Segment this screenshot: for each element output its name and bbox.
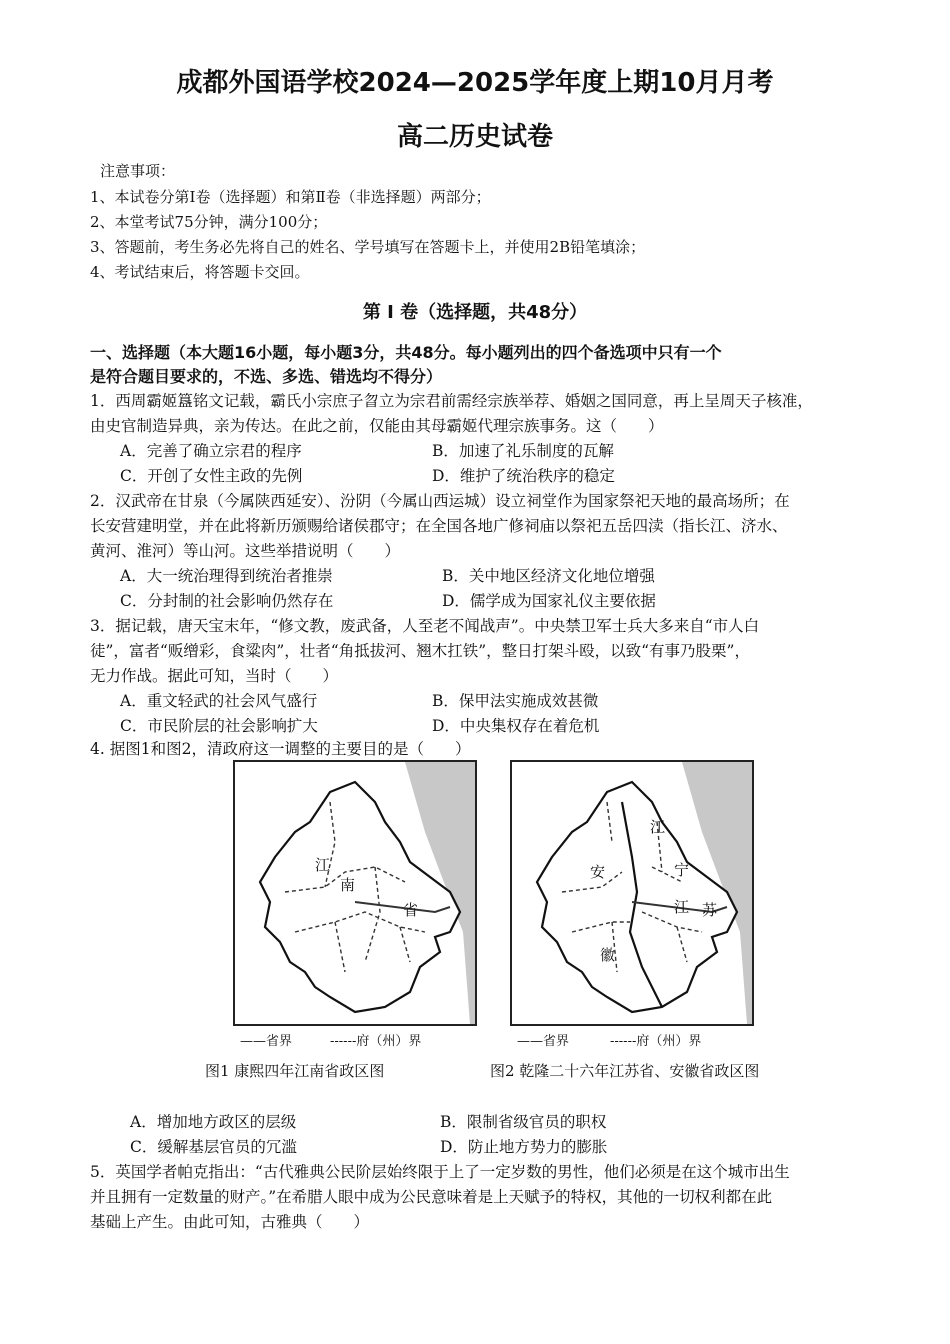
notice-item: 1、本试卷分第Ⅰ卷（选择题）和第Ⅱ卷（非选择题）两部分； <box>90 188 491 206</box>
notice-heading: 注意事项： <box>100 162 176 180</box>
exam-subtitle: 高二历史试卷 <box>396 122 553 152</box>
question-3-option-d: D．中央集权存在着危机 <box>432 717 600 735</box>
map-2-label-su: 苏 <box>702 901 718 919</box>
question-3-option-c: C．市民阶层的社会影响扩大 <box>120 717 318 735</box>
map-kangxi-jiangnan <box>233 760 477 1026</box>
notice-item: 3、答题前，考生务必先将自己的姓名、学号填写在答题卡上，并使用2B铅笔填涂； <box>90 238 646 256</box>
map-2-legend-prefecture: ------府（州）界 <box>610 1034 702 1049</box>
question-3-line3: 无力作战。据此可知，当时（ ） <box>90 667 339 685</box>
map-2-label-jiang-north: 江 <box>650 818 666 836</box>
question-2-option-a: A．大一统治理得到统治者推崇 <box>120 567 333 585</box>
map-2-label-an: 安 <box>590 863 606 881</box>
map-1-label-sheng: 省 <box>403 901 419 919</box>
part-heading-line2: 是符合题目要求的，不选、多选、错选均不得分） <box>90 367 443 386</box>
map-1-label-jiang: 江 <box>315 856 331 874</box>
question-1-option-c: C．开创了女性主政的先例 <box>120 467 303 485</box>
question-5-line2: 并且拥有一定数量的财产。”在希腊人眼中成为公民意味着是上天赋予的特权，其他的一切权利都在此 <box>90 1188 773 1206</box>
question-2-option-c: C．分封制的社会影响仍然存在 <box>120 592 334 610</box>
map-2-label-jiang: 江 <box>674 898 690 916</box>
question-2-line1: 2．汉武帝在甘泉（今属陕西延安）、汾阴（今属山西运城）设立祠堂作为国家祭祀天地的最高场所；在 <box>90 492 790 510</box>
question-3-line2: 徒”，富者“贩缯彩，食粱肉”，壮者“角抵拔河、翘木扛铁”，整日打架斗殴，以致“有事乃股栗”， <box>90 642 750 660</box>
map-1-label-nan: 南 <box>340 876 356 894</box>
map-1-legend-prefecture: ------府（州）界 <box>330 1034 422 1049</box>
section-title: 第 Ⅰ 卷（选择题，共48分） <box>362 302 588 323</box>
question-2-option-d: D．儒学成为国家礼仪主要依据 <box>442 592 656 610</box>
question-4-stem: 4. 据图1和图2，清政府这一调整的主要目的是（ ） <box>90 740 471 758</box>
exam-title: 成都外国语学校2024—2025学年度上期10月月考 <box>176 68 774 98</box>
question-2-line2: 长安营建明堂，并在此将新历颁赐给诸侯郡守；在全国各地广修祠庙以祭祀五岳四渎（指长江、济水、 <box>90 517 788 535</box>
question-4-option-b: B．限制省级官员的职权 <box>440 1113 607 1131</box>
question-3-option-a: A．重文轻武的社会风气盛行 <box>120 692 318 710</box>
question-3-option-b: B．保甲法实施成效甚微 <box>432 692 599 710</box>
question-1-option-d: D．维护了统治秩序的稳定 <box>432 467 615 485</box>
map-2-label-ning: 宁 <box>674 861 690 879</box>
question-1-line1: 1．西周霸姬簋铭文记载，霸氏小宗庶子曶立为宗君前需经宗族举荐、婚姻之国同意，再上呈周天子核准， <box>90 392 813 410</box>
map-qianlong-jiangsu-anhui <box>510 760 754 1026</box>
map-2-label-hui: 徽 <box>600 946 616 964</box>
question-5-line1: 5．英国学者帕克指出：“古代雅典公民阶层始终限于上了一定岁数的男性，他们必须是在这个城市出生 <box>90 1163 790 1181</box>
question-2-option-b: B．关中地区经济文化地位增强 <box>442 567 655 585</box>
notice-item: 4、考试结束后，将答题卡交回。 <box>90 263 310 281</box>
question-1-option-a: A．完善了确立宗君的程序 <box>120 442 302 460</box>
map-2-graphic <box>512 762 752 1024</box>
map-1-legend-province: ——省界 <box>240 1034 293 1049</box>
question-1-line2: 由史官制造异典，亲为传达。在此之前，仅能由其母霸姬代理宗族事务。这（ ） <box>90 417 664 435</box>
question-2-line3: 黄河、淮河）等山河。这些举措说明（ ） <box>90 542 401 560</box>
question-4-option-a: A．增加地方政区的层级 <box>130 1113 297 1131</box>
map-1-caption: 图1 康熙四年江南省政区图 <box>205 1062 385 1080</box>
question-5-line3: 基础上产生。由此可知，古雅典（ ） <box>90 1213 370 1231</box>
question-1-option-b: B．加速了礼乐制度的瓦解 <box>432 442 614 460</box>
map-2-legend-province: ——省界 <box>517 1034 570 1049</box>
part-heading-line1: 一、选择题（本大题16小题，每小题3分，共48分。每小题列出的四个备选项中只有一个 <box>90 343 722 362</box>
question-3-line1: 3．据记载，唐天宝末年，“修文教，废武备，人至老不闻战声”。中央禁卫军士兵大多来自“市人白 <box>90 617 760 635</box>
map-1-graphic <box>235 762 475 1024</box>
map-2-caption: 图2 乾隆二十六年江苏省、安徽省政区图 <box>490 1062 760 1080</box>
question-4-option-d: D．防止地方势力的膨胀 <box>440 1138 608 1156</box>
notice-item: 2、本堂考试75分钟，满分100分； <box>90 213 328 231</box>
question-4-option-c: C．缓解基层官员的冗滥 <box>130 1138 297 1156</box>
